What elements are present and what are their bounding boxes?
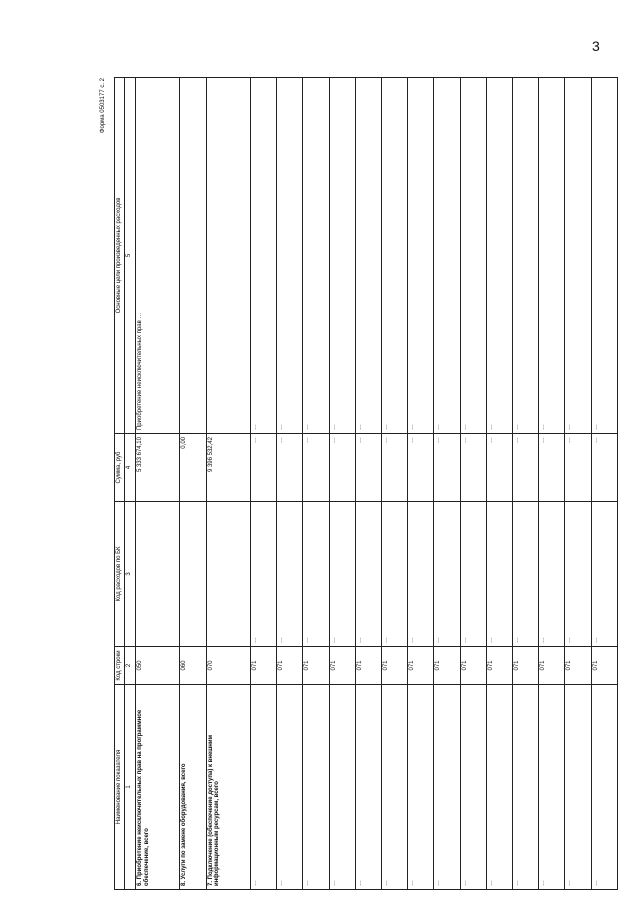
expenditure-table (114, 77, 618, 890)
row-name: … (565, 685, 591, 890)
row-amount: … (434, 434, 460, 502)
row-budget-code: … (303, 502, 329, 647)
table-row (434, 78, 460, 890)
row-name: … (355, 685, 381, 890)
row-line-code: 071 (565, 647, 591, 685)
row-purpose: … (539, 78, 565, 434)
column-number: 2 (124, 647, 135, 685)
row-purpose: … (408, 78, 434, 434)
column-number: 4 (124, 434, 135, 502)
form-id: Форма 0503177 с. 2 (100, 78, 106, 134)
row-name: … (382, 685, 408, 890)
row-name: … (486, 685, 512, 890)
table-row (539, 78, 565, 890)
row-budget-code (180, 502, 206, 647)
row-amount: … (460, 434, 486, 502)
table-row (180, 78, 206, 890)
row-amount: … (513, 434, 539, 502)
row-budget-code: … (513, 502, 539, 647)
row-line-code: 071 (303, 647, 329, 685)
row-name: … (329, 685, 355, 890)
row-purpose: … (460, 78, 486, 434)
row-purpose: … (591, 78, 617, 434)
row-purpose: … (251, 78, 277, 434)
row-amount: … (539, 434, 565, 502)
row-name: 6. Приобретение неисключительных прав на программное обеспечение, всего (135, 685, 179, 890)
row-line-code: 071 (382, 647, 408, 685)
row-line-code: 071 (251, 647, 277, 685)
row-purpose: … (355, 78, 381, 434)
row-name: … (460, 685, 486, 890)
row-name: … (303, 685, 329, 890)
table-row (206, 78, 250, 890)
row-line-code: 071 (513, 647, 539, 685)
row-line-code: 071 (539, 647, 565, 685)
row-budget-code: … (408, 502, 434, 647)
table-row (460, 78, 486, 890)
table-row (565, 78, 591, 890)
row-line-code: 070 (206, 647, 250, 685)
table-row (591, 78, 617, 890)
row-budget-code: … (460, 502, 486, 647)
table-row (382, 78, 408, 890)
row-budget-code (135, 502, 179, 647)
row-amount: … (277, 434, 303, 502)
row-budget-code: … (434, 502, 460, 647)
column-number: 3 (124, 502, 135, 647)
header-amount: Сумма, руб (115, 434, 125, 502)
row-amount: 9 396 532,42 (206, 434, 250, 502)
report-sheet (100, 78, 618, 890)
row-budget-code: … (486, 502, 512, 647)
row-name: 7. Подключение (обеспечение доступа) к внешним информационным ресурсам, всего (206, 685, 250, 890)
row-budget-code: … (277, 502, 303, 647)
row-name: … (408, 685, 434, 890)
row-purpose: … (565, 78, 591, 434)
header-budget-code: Код расходов по БК (115, 502, 125, 647)
row-purpose: … (513, 78, 539, 434)
row-line-code: 071 (277, 647, 303, 685)
column-number: 1 (124, 685, 135, 890)
row-purpose: … (303, 78, 329, 434)
row-purpose: … (329, 78, 355, 434)
row-amount: … (486, 434, 512, 502)
row-budget-code: … (565, 502, 591, 647)
row-budget-code: … (329, 502, 355, 647)
row-budget-code: … (539, 502, 565, 647)
row-purpose: … (382, 78, 408, 434)
column-number: 5 (124, 78, 135, 434)
row-line-code: 071 (434, 647, 460, 685)
row-name: … (591, 685, 617, 890)
header-purpose: Основные цели произведенных расходов (115, 78, 125, 434)
row-budget-code: … (355, 502, 381, 647)
page-number: 3 (592, 38, 600, 54)
row-purpose (180, 78, 206, 434)
row-name: … (539, 685, 565, 890)
table-row (251, 78, 277, 890)
row-amount: … (565, 434, 591, 502)
row-amount: … (303, 434, 329, 502)
row-budget-code (206, 502, 250, 647)
row-line-code: 071 (408, 647, 434, 685)
header-line-code: Код строки (115, 647, 125, 685)
row-name: … (513, 685, 539, 890)
table-row (135, 78, 179, 890)
row-budget-code: … (591, 502, 617, 647)
row-purpose (206, 78, 250, 434)
row-amount: … (329, 434, 355, 502)
row-budget-code: … (382, 502, 408, 647)
row-amount: 5 333 674,10 (135, 434, 179, 502)
row-name: … (434, 685, 460, 890)
row-amount: 0,00 (180, 434, 206, 502)
row-amount: … (408, 434, 434, 502)
column-number-row (124, 78, 135, 890)
row-amount: … (591, 434, 617, 502)
table-row (408, 78, 434, 890)
row-line-code: 071 (591, 647, 617, 685)
row-purpose: … (486, 78, 512, 434)
table-row (277, 78, 303, 890)
row-line-code: 050 (135, 647, 179, 685)
table-row (355, 78, 381, 890)
header-indicator-name: Наименование показателя (115, 685, 125, 890)
row-amount: … (382, 434, 408, 502)
row-line-code: 071 (329, 647, 355, 685)
row-line-code: 071 (460, 647, 486, 685)
row-line-code: 060 (180, 647, 206, 685)
table-row (329, 78, 355, 890)
row-purpose: Приобретение неисключительных прав … (135, 78, 179, 434)
header-row (115, 78, 125, 890)
rotated-table-area (100, 78, 618, 890)
row-amount: … (251, 434, 277, 502)
row-name: … (251, 685, 277, 890)
row-amount: … (355, 434, 381, 502)
row-name: 8. Услуги по замене оборудования, всего (180, 685, 206, 890)
row-name: … (277, 685, 303, 890)
row-line-code: 071 (355, 647, 381, 685)
table-row (513, 78, 539, 890)
row-purpose: … (434, 78, 460, 434)
row-purpose: … (277, 78, 303, 434)
table-row (303, 78, 329, 890)
row-budget-code: … (251, 502, 277, 647)
row-line-code: 071 (486, 647, 512, 685)
table-row (486, 78, 512, 890)
